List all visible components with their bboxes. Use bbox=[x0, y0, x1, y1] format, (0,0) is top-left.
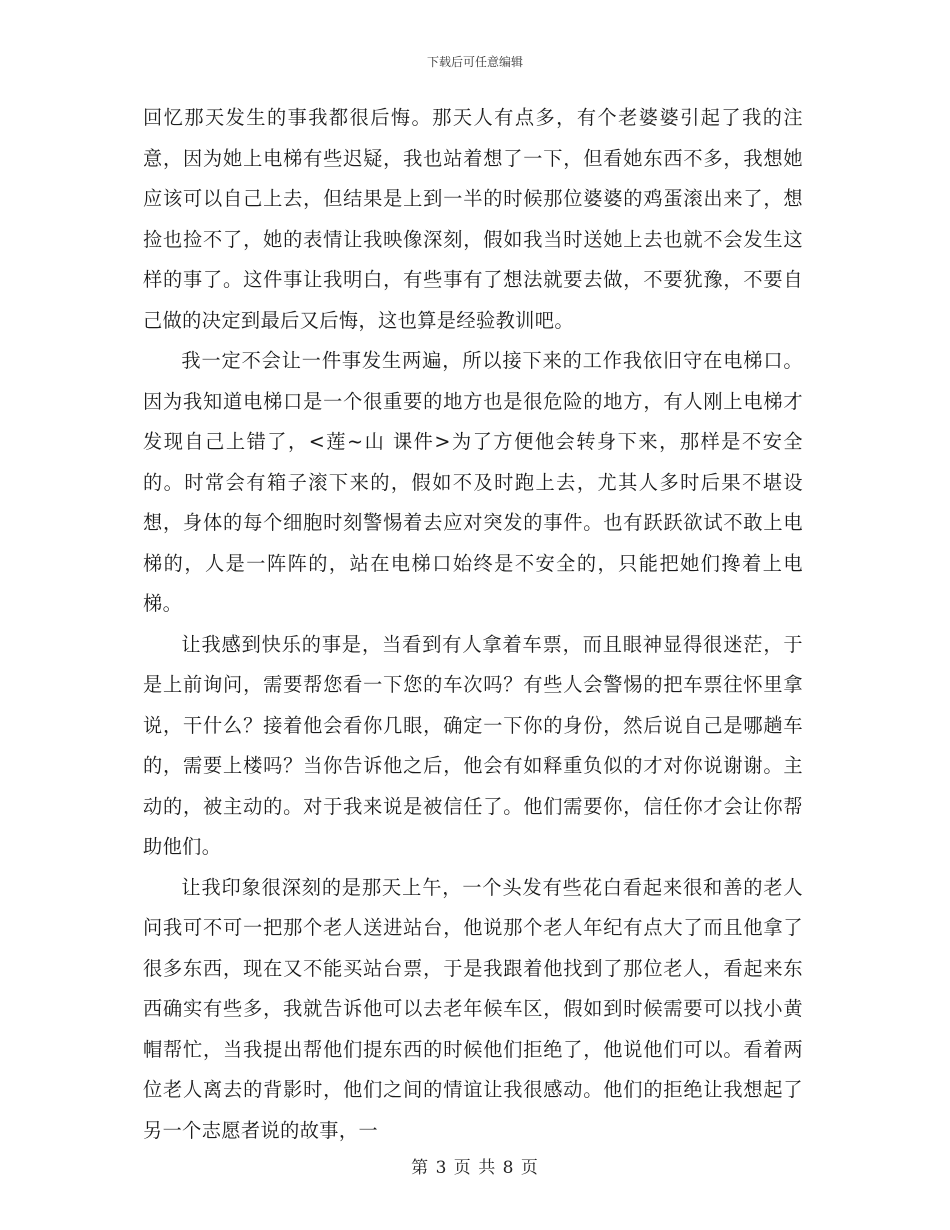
page-header: 下载后可任意编辑 bbox=[426, 55, 523, 69]
paragraph-3: 让我感到快乐的事是，当看到有人拿着车票，而且眼神显得很迷茫，于是上前询问，需要帮您看一下您的车次吗？有些人会警惕的把车票往怀里拿说，干什么？接着他会看你几眼，确定一下你的身份，然后说自己是哪趟车的，需要上楼吗？当你告诉他之后，他会有如释重负似的才对你说谢谢。主动的，被主动的。对于我来说是被信任了。他们需要你，信任你才会让你帮助他们。 bbox=[143, 632, 803, 858]
document-body bbox=[143, 98, 803, 1151]
paragraph-1: 回忆那天发生的事我都很后悔。那天人有点多，有个老婆婆引起了我的注意，因为她上电梯有些迟疑，我也站着想了一下，但看她东西不多，我想她应该可以自己上去，但结果是上到一半的时候那位婆婆的鸡蛋滚出来了，想捡也捡不了，她的表情让我映像深刻，假如我当时送她上去也就不会发生这样的事了。这件事让我明白，有些事有了想法就要去做，不要犹豫，不要自己做的决定到最后又后悔，这也算是经验教训吧。 bbox=[143, 106, 803, 332]
paragraph-2: 我一定不会让一件事发生两遍，所以接下来的工作我依旧守在电梯口。因为我知道电梯口是一个很重要的地方也是很危险的地方，有人刚上电梯才发现自己上错了，<莲~山 课件>为了方便他会转身下来，那样是不安全的。时常会有箱子滚下来的，假如不及时跑上去，尤其人多时后果不堪设想，身体的每个细胞时刻警惕着去应对突发的事件。也有跃跃欲试不敢上电梯的，人是一阵阵的，站在电梯口始终是不安全的，只能把她们搀着上电梯。 bbox=[143, 349, 803, 615]
page-number-footer: 第 3 页 共 8 页 bbox=[411, 1158, 539, 1178]
paragraph-4: 让我印象很深刻的是那天上午，一个头发有些花白看起来很和善的老人问我可不可一把那个老人送进站台，他说那个老人年纪有点大了而且他拿了很多东西，现在又不能买站台票，于是我跟着他找到了那位老人，看起来东西确实有些多，我就告诉他可以去老年候车区，假如到时候需要可以找小黄帽帮忙，当我提出帮他们提东西的时候他们拒绝了，他说他们可以。看着两位老人离去的背影时，他们之间的情谊让我很感动。他们的拒绝让我想起了另一个志愿者说的故事，一 bbox=[143, 875, 803, 1142]
